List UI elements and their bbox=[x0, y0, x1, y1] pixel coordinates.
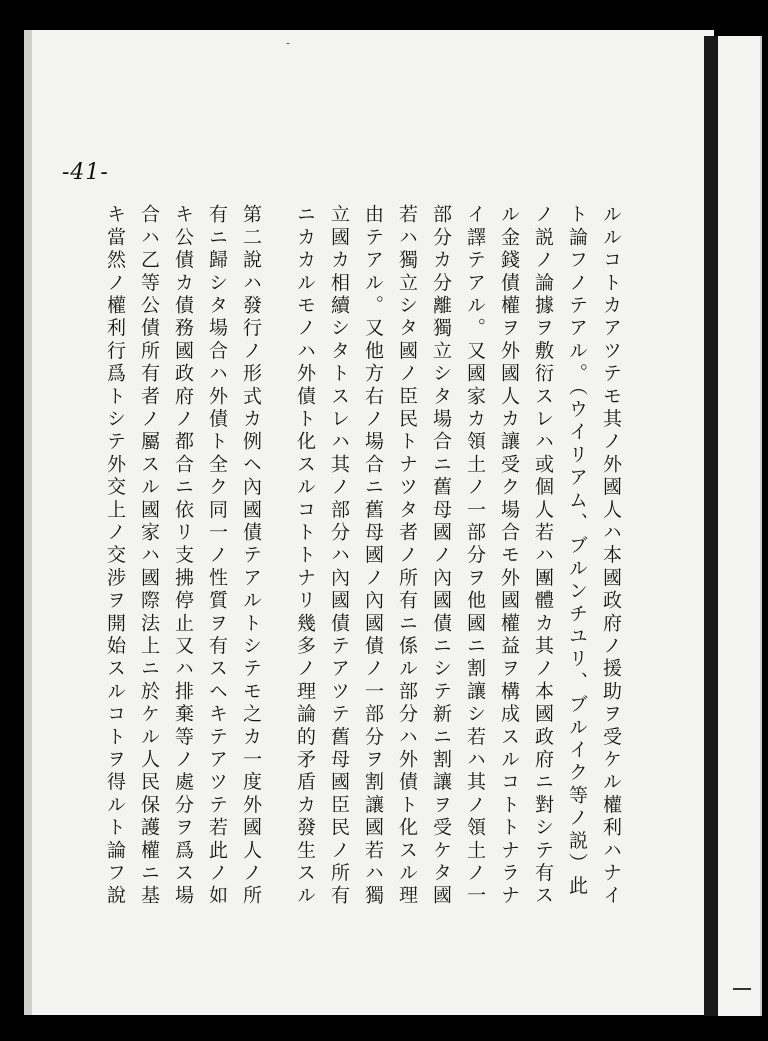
text-column-6: 部分カ分離獨立シタ場合ニ舊母國ノ內國債ニシテ新ニ割讓ヲ受ケタ國 bbox=[430, 204, 452, 908]
text-column-7: 若ハ獨立シタ國ノ臣民トナツタ者ノ所有ニ係ル部分ハ外債ト化スル理 bbox=[396, 204, 418, 908]
page-number: -41- bbox=[62, 160, 109, 185]
edge-mark bbox=[733, 988, 751, 990]
next-page-edge bbox=[718, 36, 762, 1016]
text-column-9: 立國カ相續シタトスレハ其ノ部分ハ內國債テアツテ舊母國臣民ノ所有 bbox=[328, 204, 350, 908]
text-column-2: ト論フノテアル。（ウイリアム、ブルンチユリ、ブルイク等ノ説）此 bbox=[566, 204, 588, 899]
book-spine bbox=[704, 36, 718, 1016]
text-column-4: ル金錢債權ヲ外國人カ讓受ク場合モ外國權益ヲ構成スルコトトナラナ bbox=[498, 204, 520, 908]
text-column-8: 由テアル。又他方右ノ場合ニ舊母國ノ內國債ノ一部分ヲ割讓國若ハ獨 bbox=[362, 204, 384, 908]
text-column-5: イ譯テアル。又國家カ領土ノ一部分ヲ他國ニ割讓シ若ハ其ノ領土ノ一 bbox=[464, 204, 486, 908]
text-column-13: キ公債カ債務國政府ノ都合ニ依リ支拂停止又ハ排棄等ノ處分ヲ爲ス場 bbox=[172, 204, 194, 908]
text-column-12: 有ニ歸シタ場合ハ外債ト全ク同一ノ性質ヲ有スヘキテアツテ若此ノ如 bbox=[206, 204, 228, 908]
text-column-3: ノ説ノ論據ヲ敷衍スレハ或個人若ハ團體カ其ノ本國政府ニ對シテ有ス bbox=[532, 204, 554, 908]
text-column-11: 第二說ハ發行ノ形式カ例ヘ內國債テアルトシテモ之カ一度外國人ノ所 bbox=[240, 204, 262, 908]
text-column-1: ルルコトカアツテモ其ノ外國人ハ本國政府ノ援助ヲ受ケル權利ハナイ bbox=[600, 204, 622, 908]
top-mark: - bbox=[286, 36, 291, 50]
text-column-14: 合ハ乙等公債所有者ノ屬スル國家ハ國際法上ニ於ケル人民保護權ニ基 bbox=[138, 204, 160, 908]
text-column-15: キ當然ノ權利行爲トシテ外交上ノ交涉ヲ開始スルコトヲ得ルト論フ說 bbox=[104, 204, 126, 908]
text-column-10: ニカカルモノハ外債ト化スルコトトナリ幾多ノ理論的矛盾カ發生スル bbox=[294, 204, 316, 908]
